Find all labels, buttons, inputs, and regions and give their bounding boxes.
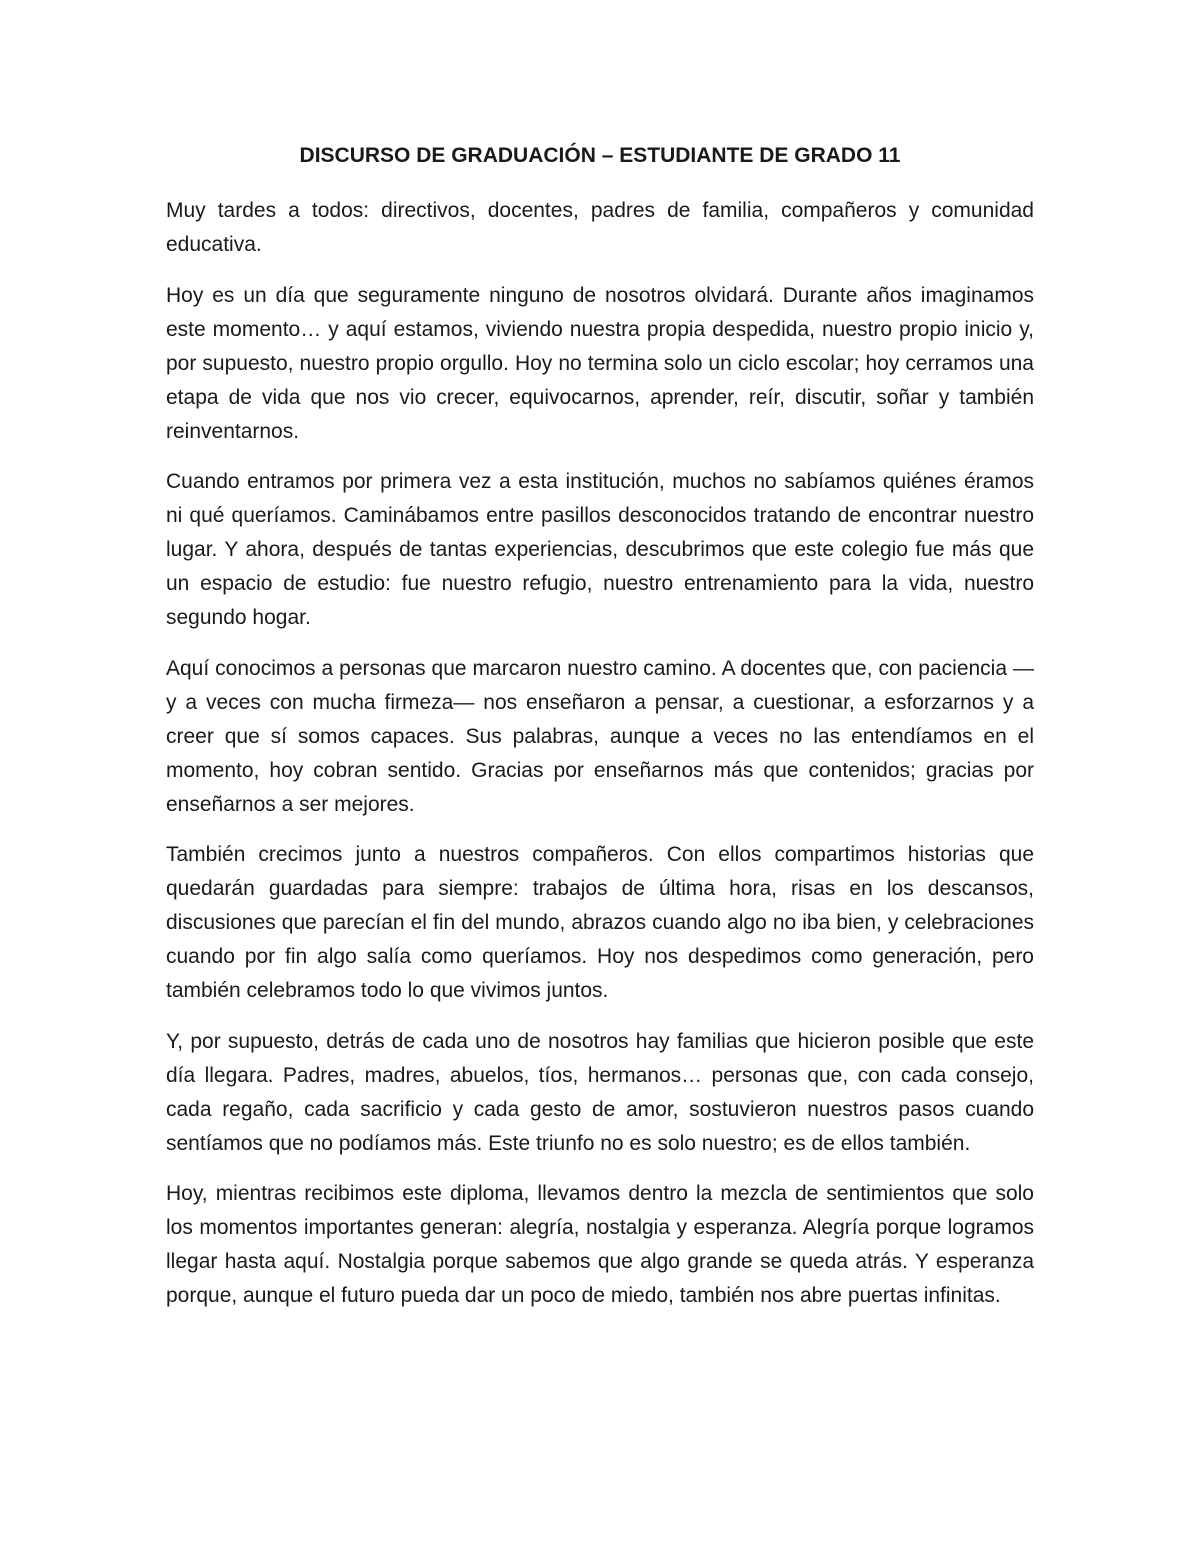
document-body bbox=[166, 140, 1034, 1330]
document-title: DISCURSO DE GRADUACIÓN – ESTUDIANTE DE GRADO 11 bbox=[299, 144, 901, 167]
paragraph-teachers: Aquí conocimos a personas que marcaron nuestro camino. A docentes que, con paciencia —y a veces con mucha firmeza— nos enseñaron a pensar, a cuestionar, a esforzarnos y a creer que sí somos capaces. Sus palabras, aunque a veces no las entendíamos en el momento, hoy cobran sentido. Gracias por enseñarnos más que contenidos; gracias por enseñarnos a ser mejores. bbox=[166, 656, 1034, 816]
paragraph-today: Hoy es un día que seguramente ninguno de nosotros olvidará. Durante años imaginamos este momento… y aquí estamos, viviendo nuestra propia despedida, nuestro propio inicio y, por supuesto, nuestro propio orgullo. Hoy no termina solo un ciclo escolar; hoy cerramos una etapa de vida que nos vio crecer, equivocarnos, aprender, reír, discutir, soñar y también reinventarnos. bbox=[166, 283, 1034, 443]
paragraph-first-day: Cuando entramos por primera vez a esta institución, muchos no sabíamos quiénes éramos ni qué queríamos. Caminábamos entre pasillos desconocidos tratando de encontrar nuestro lugar. Y ahora, después de tantas experiencias, descubrimos que este colegio fue más que un espacio de estudio: fue nuestro refugio, nuestro entrenamiento para la vida, nuestro segundo hogar. bbox=[166, 470, 1034, 629]
paragraph-families: Y, por supuesto, detrás de cada uno de nosotros hay familias que hicieron posible que este día llegara. Padres, madres, abuelos, tíos, hermanos… personas que, con cada consejo, cada regaño, cada sacrificio y cada gesto de amor, sostuvieron nuestros pasos cuando sentíamos que no podíamos más. Este triunfo no es solo nuestro; es de ellos también. bbox=[166, 1029, 1034, 1155]
paragraph-classmates: También crecimos junto a nuestros compañeros. Con ellos compartimos historias que quedarán guardadas para siempre: trabajos de última hora, risas en los descansos, discusiones que parecían el fin del mundo, abrazos cuando algo no iba bien, y celebraciones cuando por fin algo salía como queríamos. Hoy nos despedimos como generación, pero también celebramos todo lo que vivimos juntos. bbox=[166, 843, 1034, 1002]
paragraph-diploma: Hoy, mientras recibimos este diploma, llevamos dentro la mezcla de sentimientos que solo los momentos importantes generan: alegría, nostalgia y esperanza. Alegría porque logramos llegar hasta aquí. Nostalgia porque sabemos que algo grande se queda atrás. Y esperanza porque, aunque el futuro pueda dar un poco de miedo, también nos abre puertas infinitas. bbox=[166, 1182, 1034, 1307]
paragraph-greeting: Muy tardes a todos: directivos, docentes, padres de familia, compañeros y comunidad educativa. bbox=[166, 199, 1034, 256]
